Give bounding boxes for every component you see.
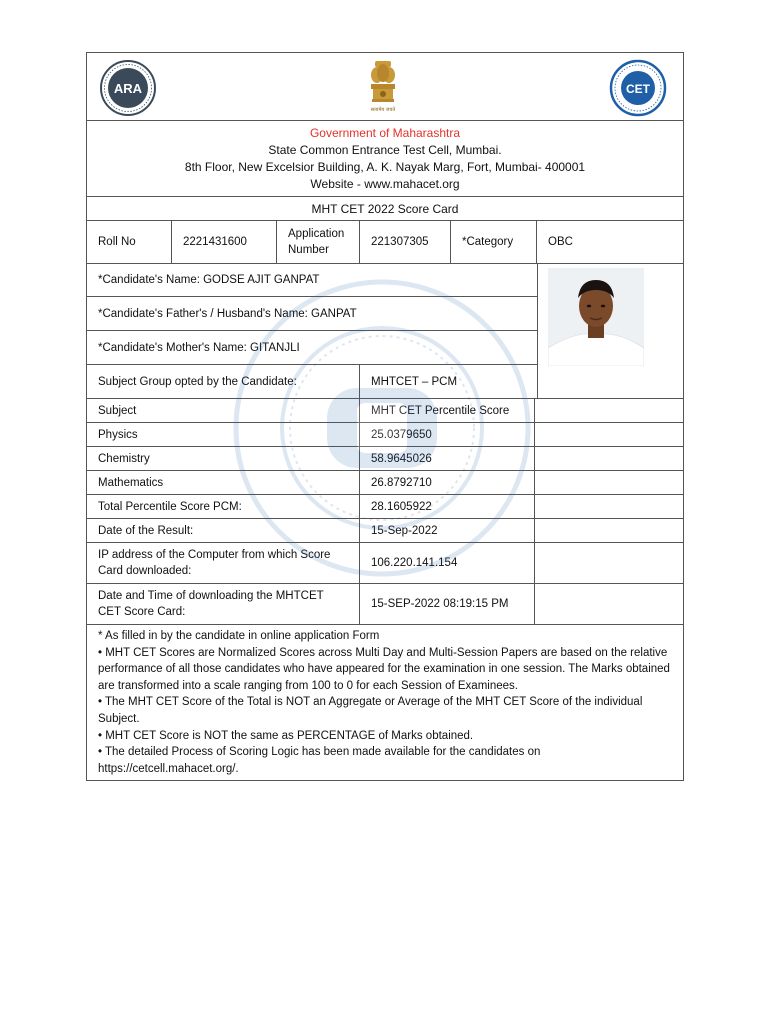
ip-value: 106.220.141.154 [360,543,535,583]
download-value: 15-SEP-2022 08:19:15 PM [360,584,535,624]
score-card-title-text: MHT CET 2022 Score Card [311,201,459,216]
government-title: Government of Maharashtra [309,126,461,140]
candidate-name: *Candidate's Name: GODSE AJIT GANPAT [87,264,538,296]
scores-header-score: MHT CET Percentile Score [360,399,535,422]
subject-mathematics: Mathematics [87,471,360,494]
application-label: Application Number [277,221,360,263]
header-block [87,121,683,197]
cet-logo-text: CET [626,82,650,96]
total-score-label: Total Percentile Score PCM: [87,495,360,518]
score-card [86,52,684,781]
address: 8th Floor, New Excelsior Building, A. K. Nayak Marg, Fort, Mumbai- 400001 [184,160,586,174]
ara-logo-icon [99,59,157,117]
category-value: OBC [548,236,573,248]
download-label: Date and Time of downloading the MHTCET CET Score Card: [87,584,360,624]
application-value: 221307305 [360,221,451,263]
cell-name: State Common Entrance Test Cell, Mumbai. [268,143,502,157]
website: Website - www.mahacet.org [310,177,460,191]
emblem-icon [363,57,403,115]
subject-group-label: Subject Group opted by the Candidate: [87,365,360,398]
result-date-label: Date of the Result: [87,519,360,542]
table-row [87,423,683,447]
cet-logo-icon [609,59,667,117]
scores-header-row [87,399,683,423]
subject-physics: Physics [87,423,360,446]
roll-label: Roll No [87,221,172,263]
roll-value: 2221431600 [172,221,277,263]
ara-logo-text: ARA [113,81,143,96]
father-name: *Candidate's Father's / Husband's Name: GANPAT [87,297,538,330]
subject-group-row [87,365,538,399]
candidate-name-row [87,264,538,297]
table-row [87,495,683,519]
scores-header-subject: Subject [87,399,360,422]
mother-name-row [87,331,538,365]
table-row [87,519,683,543]
table-row [87,471,683,495]
note-item: • MHT CET Scores are Normalized Scores across Multi Day and Multi-Session Papers are based on the relative performance of all those candidates who have appeared for the examination in one session. The Marks obtained are transformed into a scale ranging from 100 to 0 for each Session of Examinees. [98,646,670,692]
result-date-value: 15-Sep-2022 [360,519,535,542]
note-item: • The MHT CET Score of the Total is NOT an Aggregate or Average of the MHT CET Score of the individual Subject. [98,696,643,725]
roll-row [87,221,683,264]
score-mathematics: 26.8792710 [360,471,535,494]
father-name-row [87,297,538,331]
note-item: • The detailed Process of Scoring Logic has been made available for the candidates on https://cetcell.mahacet.org/. [98,746,541,775]
score-physics: 25.0379650 [360,423,535,446]
logos-row [87,53,683,121]
download-row [87,584,683,625]
score-card-title [87,197,683,221]
subject-chemistry: Chemistry [87,447,360,470]
note-item: • MHT CET Score is NOT the same as PERCENTAGE of Marks obtained. [98,729,474,742]
note-item: * As filled in by the candidate in online application Form [98,630,380,642]
category-label: *Category [451,221,537,263]
ip-label: IP address of the Computer from which Score Card downloaded: [87,543,360,583]
candidate-photo [548,268,644,366]
emblem-caption: सत्यमेव जयते [370,107,396,113]
ip-row [87,543,683,584]
score-chemistry: 58.9645026 [360,447,535,470]
notes-block [87,625,683,780]
mother-name: *Candidate's Mother's Name: GITANJLI [87,331,538,364]
table-row [87,447,683,471]
total-score-value: 28.1605922 [360,495,535,518]
subject-group-value: MHTCET – PCM [360,365,538,398]
photo-box [538,264,683,399]
